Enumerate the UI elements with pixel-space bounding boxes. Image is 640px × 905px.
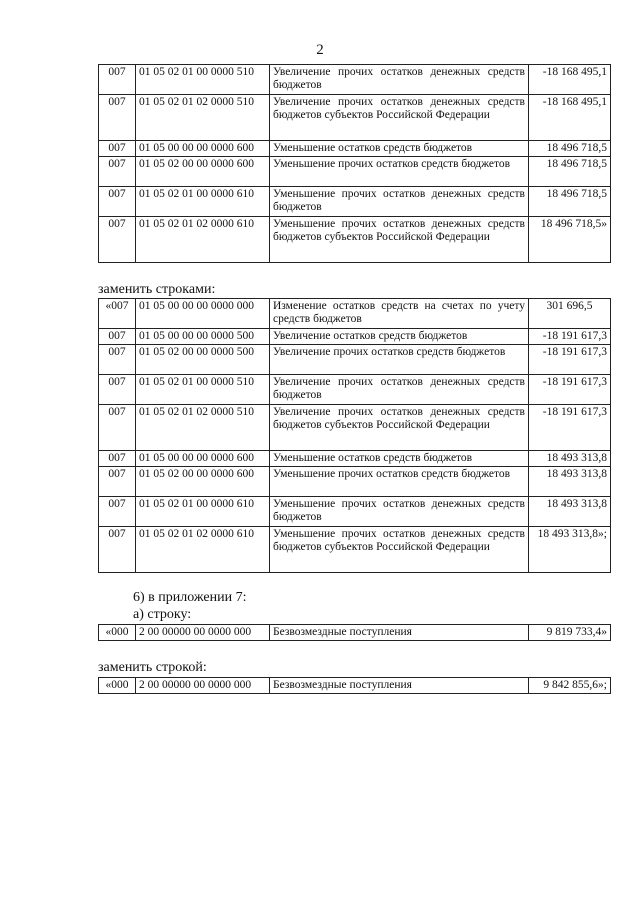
row-kbk: 01 05 00 00 00 0000 600	[136, 141, 270, 157]
row-kbk: 01 05 02 01 02 0000 510	[136, 405, 270, 451]
appendix-7-label: 6) в приложении 7:	[133, 590, 247, 605]
row-code: 007	[99, 329, 136, 345]
row-amount: 18 493 313,8	[529, 451, 611, 467]
row-description: Уменьшение прочих остатков денежных средств бюджетов субъектов Российской Федерации	[270, 527, 529, 573]
row-description: Безвозмездные поступления	[270, 678, 529, 694]
row-code: 007	[99, 217, 136, 263]
row-description: Увеличение прочих остатков денежных средств бюджетов субъектов Российской Федерации	[270, 405, 529, 451]
row-kbk: 01 05 02 01 02 0000 610	[136, 217, 270, 263]
table-row	[99, 375, 611, 405]
replace-rows-label: заменить строками:	[98, 282, 216, 297]
table-row	[99, 345, 611, 375]
row-amount: -18 191 617,3	[529, 329, 611, 345]
table-row	[99, 497, 611, 527]
budget-table-original	[98, 64, 611, 263]
page-number: 2	[316, 42, 324, 58]
table-row	[99, 405, 611, 451]
row-amount: 18 496 718,5	[529, 157, 611, 187]
table-row	[99, 187, 611, 217]
row-amount: 18 496 718,5	[529, 141, 611, 157]
table-row	[99, 141, 611, 157]
row-kbk: 2 00 00000 00 0000 000	[136, 625, 270, 641]
row-amount: 18 493 313,8»;	[529, 527, 611, 573]
row-description: Уменьшение прочих остатков денежных средств бюджетов	[270, 497, 529, 527]
row-kbk: 01 05 02 00 00 0000 600	[136, 157, 270, 187]
row-description: Безвозмездные поступления	[270, 625, 529, 641]
row-amount: -18 168 495,1	[529, 65, 611, 95]
table-row	[99, 157, 611, 187]
replace-row-label: заменить строкой:	[98, 660, 207, 675]
row-kbk: 01 05 02 01 02 0000 610	[136, 527, 270, 573]
row-description: Уменьшение прочих остатков денежных средств бюджетов	[270, 187, 529, 217]
row-amount: 301 696,5	[529, 299, 611, 329]
row-description: Уменьшение прочих остатков денежных средств бюджетов субъектов Российской Федерации	[270, 217, 529, 263]
row-description: Увеличение прочих остатков денежных средств бюджетов субъектов Российской Федерации	[270, 95, 529, 141]
row-description: Уменьшение остатков средств бюджетов	[270, 141, 529, 157]
row-code: 007	[99, 157, 136, 187]
row-code: 007	[99, 527, 136, 573]
table-row	[99, 299, 611, 329]
row-label: а) строку:	[133, 607, 192, 622]
row-code: 007	[99, 375, 136, 405]
row-amount: 18 493 313,8	[529, 497, 611, 527]
row-amount: -18 168 495,1	[529, 95, 611, 141]
row-code: 007	[99, 95, 136, 141]
row-description: Изменение остатков средств на счетах по учету средств бюджетов	[270, 299, 529, 329]
row-amount: -18 191 617,3	[529, 405, 611, 451]
row-kbk: 01 05 00 00 00 0000 600	[136, 451, 270, 467]
table-row	[99, 329, 611, 345]
revenue-table-replacement	[98, 677, 611, 694]
row-code: 007	[99, 405, 136, 451]
row-amount: 9 842 855,6»;	[529, 678, 611, 694]
row-code: 007	[99, 187, 136, 217]
row-amount: 9 819 733,4»	[529, 625, 611, 641]
row-code: 007	[99, 141, 136, 157]
row-kbk: 01 05 02 01 00 0000 510	[136, 65, 270, 95]
row-amount: 18 493 313,8	[529, 467, 611, 497]
row-kbk: 01 05 02 01 00 0000 610	[136, 497, 270, 527]
row-code: 007	[99, 497, 136, 527]
row-description: Увеличение прочих остатков денежных средств бюджетов	[270, 375, 529, 405]
row-code: 007	[99, 467, 136, 497]
table-row	[99, 625, 611, 641]
row-description: Уменьшение прочих остатков средств бюджетов	[270, 467, 529, 497]
row-description: Увеличение прочих остатков средств бюджетов	[270, 345, 529, 375]
row-amount: 18 496 718,5	[529, 187, 611, 217]
row-code: «000	[99, 625, 136, 641]
table-row	[99, 217, 611, 263]
row-code: 007	[99, 451, 136, 467]
table-row	[99, 527, 611, 573]
row-description: Увеличение прочих остатков денежных средств бюджетов	[270, 65, 529, 95]
row-amount: -18 191 617,3	[529, 375, 611, 405]
row-code: «007	[99, 299, 136, 329]
table-row	[99, 95, 611, 141]
row-code: «000	[99, 678, 136, 694]
row-amount: -18 191 617,3	[529, 345, 611, 375]
row-kbk: 01 05 02 01 00 0000 610	[136, 187, 270, 217]
row-kbk: 01 05 00 00 00 0000 500	[136, 329, 270, 345]
row-description: Уменьшение прочих остатков средств бюджетов	[270, 157, 529, 187]
table-row	[99, 467, 611, 497]
row-kbk: 01 05 00 00 00 0000 000	[136, 299, 270, 329]
row-code: 007	[99, 65, 136, 95]
row-code: 007	[99, 345, 136, 375]
row-amount: 18 496 718,5»	[529, 217, 611, 263]
row-kbk: 01 05 02 00 00 0000 600	[136, 467, 270, 497]
table-row	[99, 65, 611, 95]
row-kbk: 01 05 02 01 02 0000 510	[136, 95, 270, 141]
revenue-table-original	[98, 624, 611, 641]
row-kbk: 01 05 02 01 00 0000 510	[136, 375, 270, 405]
row-description: Уменьшение остатков средств бюджетов	[270, 451, 529, 467]
budget-table-replacement	[98, 298, 611, 573]
row-description: Увеличение остатков средств бюджетов	[270, 329, 529, 345]
row-kbk: 2 00 00000 00 0000 000	[136, 678, 270, 694]
row-kbk: 01 05 02 00 00 0000 500	[136, 345, 270, 375]
table-row	[99, 678, 611, 694]
table-row	[99, 451, 611, 467]
